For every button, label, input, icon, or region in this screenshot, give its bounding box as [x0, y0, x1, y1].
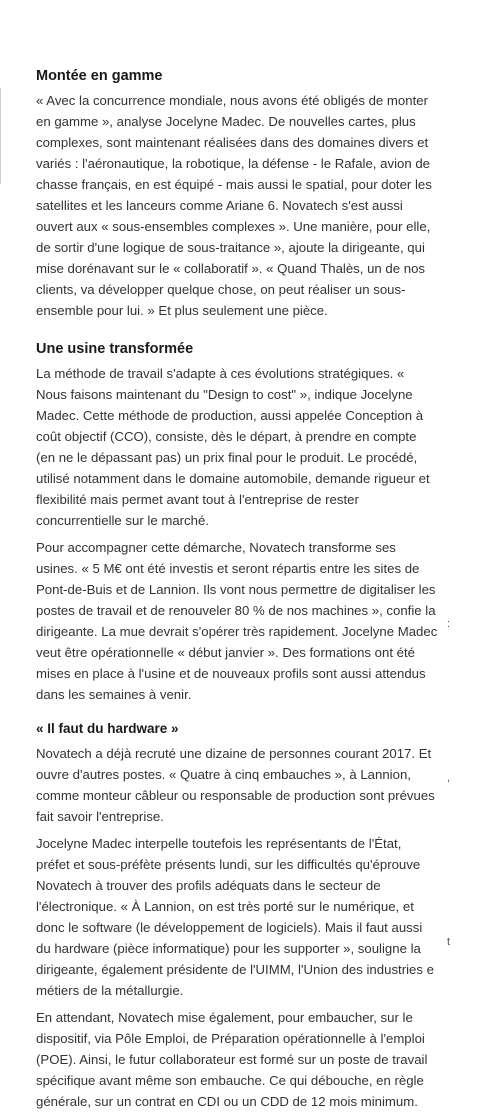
text-line: métiers de la métallurgie. [36, 983, 184, 998]
text-line: Nous faisons maintenant du "Design to cost" », indique Jocelyne [36, 387, 413, 402]
text-line: dans les semaines à venir. [36, 687, 192, 702]
text-line: « Avec la concurrence mondiale, nous avons été obligés de monter [36, 93, 428, 108]
text-line: postes de travail et de renouveler 80 % de nos machines », confie la [36, 603, 436, 618]
edge-mark: t [446, 936, 450, 948]
text-line: coût objectif (CCO), consiste, dès le départ, à prendre en compte [36, 429, 417, 444]
text-line: mise dorénavant sur le « collaboratif ». « Quand Thalès, un de nos [36, 261, 426, 276]
text-line: satellites et les lanceurs comme Ariane 6. Novatech s'est aussi [36, 198, 403, 213]
text-line: variés : l'aéronautique, la robotique, la défense - le Rafale, avion de [36, 156, 430, 171]
left-divider-bar [0, 88, 1, 184]
text-line: ouvre d'autres postes. « Quatre à cinq embauches », à Lannion, [36, 767, 411, 782]
text-line: La méthode de travail s'adapte à ces évolutions stratégiques. « [36, 366, 405, 381]
text-line: (en ne le dépassant pas) un prix final pour le produit. Le procédé, [36, 450, 418, 465]
paragraph [36, 90, 448, 321]
text-line: dirigeante, également présidente de l'UIMM, l'Union des industries e [36, 962, 434, 977]
text-line: l'électronique. « À Lannion, on est très porté sur le numérique, et [36, 899, 414, 914]
text-line: complexes, sont maintenant réalisées dans des domaines divers et [36, 135, 429, 150]
text-line: ouvert aux « sous-ensembles complexes ». Une manière, pour elle, [36, 219, 431, 234]
paragraph [36, 363, 448, 531]
text-line: Jocelyne Madec interpelle toutefois les représentants de l'État, [36, 836, 402, 851]
text-line: veut être opérationnelle « début janvier ». Des formations ont été [36, 645, 416, 660]
article-body [36, 60, 448, 1118]
text-line: mises en place à l'usine et de nouveaux profils sont aussi attendus [36, 666, 426, 681]
text-line: En attendant, Novatech mise également, pour embaucher, sur le [36, 1010, 413, 1025]
text-line: Pont-de-Buis et de Lannion. Ils vont nous permettre de digitaliser les [36, 582, 436, 597]
edge-mark: , [446, 772, 450, 784]
text-line: de sortir d'une logique de sous-traitance », ajoute la dirigeante, qui [36, 240, 425, 255]
text-line: Novatech à trouver des profils adéquats dans le secteur de [36, 878, 381, 893]
section-heading-il-faut-du-hardware: « Il faut du hardware » [36, 721, 179, 736]
text-line: concurrentielle sur le marché. [36, 513, 209, 528]
text-line: clients, va développer quelque chose, on peut réaliser un sous- [36, 282, 406, 297]
text-line: (POE). Ainsi, le futur collaborateur est formé sur un poste de travail [36, 1052, 428, 1067]
text-line: en gamme », analyse Jocelyne Madec. De nouvelles cartes, plus [36, 114, 416, 129]
paragraph [36, 743, 448, 827]
text-line: ensemble pour lui. » Et plus seulement une pièce. [36, 303, 328, 318]
text-line: préfet et sous-préfète présents lundi, sur les difficultés qu'éprouve [36, 857, 421, 872]
text-line: Novatech a déjà recruté une dizaine de personnes courant 2017. Et [36, 746, 432, 761]
text-line: donc le software (le développement de logiciels). Mais il faut aussi [36, 920, 423, 935]
text-line: du hardware (pièce informatique) pour les supporter », souligne la [36, 941, 421, 956]
text-line: Madec. Cette méthode de production, aussi appelée Conception à [36, 408, 424, 423]
text-line: utilisé notamment dans le domaine automobile, demande rigueur et [36, 471, 430, 486]
edge-mark: : [446, 618, 450, 630]
text-line: usines. « 5 M€ ont été investis et seront répartis entre les sites de [36, 561, 420, 576]
text-line: spécifique avant même son embauche. Ce qui débouche, en règle [36, 1073, 424, 1088]
text-line: flexibilité mais permet avant tout à l'entreprise de rester [36, 492, 359, 507]
section-heading-une-usine-transformee: Une usine transformée [36, 341, 194, 357]
text-line: dirigeante. La mue devrait s'opérer très rapidement. Jocelyne Madec [36, 624, 438, 639]
paragraph [36, 833, 448, 1001]
text-line: dispositif, via Pôle Emploi, de Préparation opérationnelle à l'emploi [36, 1031, 425, 1046]
text-line: générale, sur un contrat en CDI ou un CDD de 12 mois minimum. [36, 1094, 418, 1109]
text-line: Pour accompagner cette démarche, Novatech transforme ses [36, 540, 396, 555]
paragraph [36, 537, 448, 705]
section-heading-montee-en-gamme: Montée en gamme [36, 68, 163, 84]
text-line: chasse français, en est équipé - mais aussi le spatial, pour doter les [36, 177, 432, 192]
paragraph [36, 1007, 448, 1112]
text-line: fait savoir l'entreprise. [36, 809, 164, 824]
text-line: comme monteur câbleur ou responsable de production sont prévues [36, 788, 435, 803]
